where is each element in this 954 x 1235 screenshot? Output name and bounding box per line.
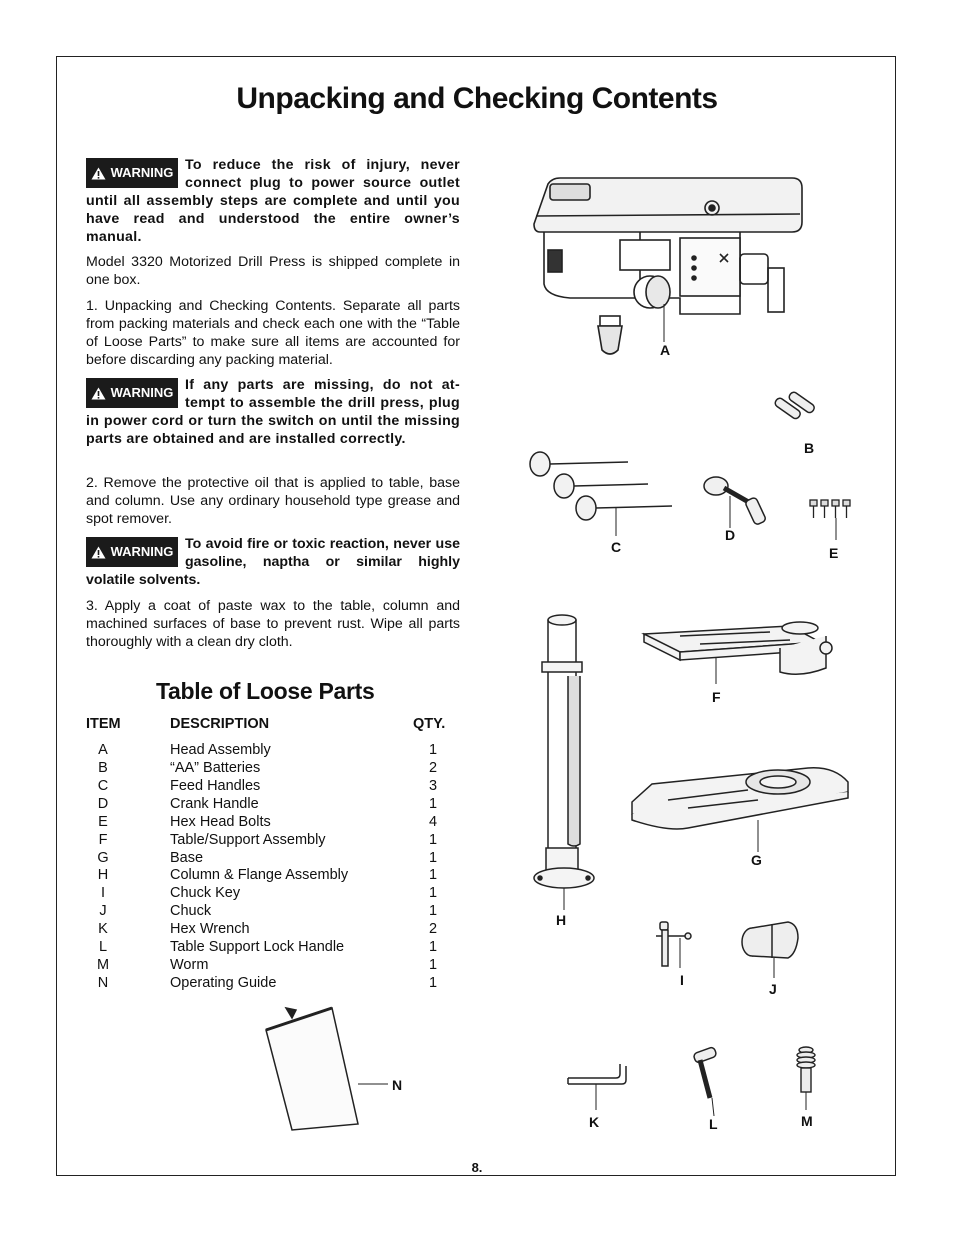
item-cell: B — [98, 760, 108, 776]
table-row — [86, 885, 460, 903]
part-label-j: J — [769, 981, 777, 997]
batteries-illustration — [770, 394, 822, 428]
chuck-illustration — [736, 916, 802, 980]
qty-cell: 3 — [428, 778, 438, 794]
description-cell: Hex Head Bolts — [170, 814, 271, 830]
item-cell: E — [98, 814, 108, 830]
item-cell: I — [100, 885, 106, 901]
hex-head-bolts-illustration — [806, 496, 858, 544]
table-row — [86, 760, 460, 778]
qty-cell: 1 — [428, 957, 438, 973]
qty-cell: 1 — [428, 742, 438, 758]
description-cell: Worm — [170, 957, 209, 973]
item-cell: M — [96, 957, 110, 973]
item-cell: H — [97, 867, 109, 883]
warning-badge — [86, 158, 178, 188]
warning-text: If any parts are missing, do not at-tempt to assemble the drill press, plug in power cord or turn the switch on until the missing parts are obtained and are installed correctly. — [86, 377, 460, 447]
description-cell: Column & Flange Assembly — [170, 867, 349, 883]
worm-illustration — [792, 1046, 822, 1112]
part-label-g: G — [751, 852, 762, 868]
part-label-b: B — [804, 440, 815, 456]
table-title: Table of Loose Parts — [156, 678, 375, 704]
hex-wrench-illustration — [566, 1062, 632, 1114]
description-cell: Chuck Key — [170, 885, 241, 901]
table-row — [86, 814, 460, 832]
item-cell: D — [97, 796, 109, 812]
description-cell: Operating Guide — [170, 975, 277, 991]
intro-paragraph — [86, 253, 460, 289]
part-label-c: C — [611, 539, 622, 555]
part-label-i: I — [680, 972, 684, 988]
table-row — [86, 867, 460, 885]
part-label-d: D — [725, 527, 736, 543]
warning-badge — [86, 378, 178, 408]
feed-handles-illustration — [528, 448, 676, 540]
description-cell: Head Assembly — [170, 742, 271, 758]
warning-text: To avoid fire or toxic reaction, never use gasoline, naptha or similar highly volatile solvents. — [86, 536, 460, 588]
description-cell: Hex Wrench — [170, 921, 250, 937]
column-flange-illustration — [532, 612, 604, 912]
crank-handle-illustration — [700, 472, 776, 528]
table-row — [86, 903, 460, 921]
warning-block-1 — [86, 156, 460, 246]
description-cell: Base — [170, 850, 204, 866]
warning-triangle-icon — [91, 387, 106, 400]
description-cell: Table Support Lock Handle — [170, 939, 345, 955]
warning-label: WARNING — [110, 544, 174, 559]
qty-cell: 4 — [428, 814, 438, 830]
description-cell: Crank Handle — [170, 796, 259, 812]
part-label-f: F — [712, 689, 721, 705]
item-cell: C — [97, 778, 109, 794]
qty-cell: 1 — [428, 903, 438, 919]
warning-triangle-icon — [91, 167, 106, 180]
step-2-paragraph — [86, 474, 460, 528]
table-row — [86, 939, 460, 957]
table-row — [86, 957, 460, 975]
warning-label: WARNING — [110, 385, 174, 400]
qty-cell: 1 — [428, 939, 438, 955]
item-cell: J — [99, 903, 107, 919]
warning-block-3 — [86, 535, 460, 589]
part-label-k: K — [589, 1114, 600, 1130]
qty-cell: 1 — [428, 850, 438, 866]
part-label-n: N — [392, 1077, 403, 1093]
table-row — [86, 850, 460, 868]
paragraph-text: 2. Remove the protective oil that is applied to table, base and column. Use any ordinary household type grease and spot remover. — [86, 475, 460, 527]
column-header-qty: QTY. — [413, 716, 446, 732]
qty-cell: 1 — [428, 796, 438, 812]
page-number: 8. — [471, 1160, 483, 1175]
warning-text: To reduce the risk of injury, never connect plug to power source outlet until all assembly steps are complete and until you have read and understood the entire owner’s manual. — [86, 157, 460, 245]
lock-handle-illustration — [688, 1046, 724, 1118]
description-cell: Chuck — [170, 903, 212, 919]
head-assembly-illustration — [530, 174, 810, 370]
step-1-paragraph — [86, 297, 460, 369]
item-cell: A — [98, 742, 108, 758]
table-row — [86, 921, 460, 939]
warning-label: WARNING — [110, 165, 174, 180]
operating-guide-illustration — [262, 1004, 392, 1134]
paragraph-text: 3. Apply a coat of paste wax to the table, column and machined surfaces of base to prevent rust. Wipe all parts thoroughly with a clean dry cloth. — [86, 598, 460, 650]
qty-cell: 1 — [428, 867, 438, 883]
part-label-h: H — [556, 912, 567, 928]
table-row — [86, 975, 460, 993]
step-3-paragraph — [86, 597, 460, 651]
description-cell: Feed Handles — [170, 778, 261, 794]
table-support-illustration — [640, 618, 836, 694]
item-cell: F — [98, 832, 108, 848]
description-cell: “AA” Batteries — [170, 760, 261, 776]
part-label-l: L — [709, 1116, 718, 1132]
item-cell: G — [97, 850, 109, 866]
table-row — [86, 832, 460, 850]
item-cell: L — [98, 939, 108, 955]
paragraph-text: Model 3320 Motorized Drill Press is shipped complete in one box. — [86, 254, 460, 288]
chuck-key-illustration — [652, 918, 694, 970]
qty-cell: 1 — [428, 975, 438, 991]
item-cell: K — [98, 921, 108, 937]
table-row — [86, 742, 460, 760]
table-row — [86, 796, 460, 814]
description-cell: Table/Support Assembly — [170, 832, 326, 848]
qty-cell: 2 — [428, 921, 438, 937]
base-illustration — [628, 760, 854, 856]
paragraph-text: 1. Unpacking and Checking Contents. Separate all parts from packing materials and check each one with the “Table of Loose Parts” to make sure all items are accounted for before discarding any packing material. — [86, 298, 460, 368]
part-label-m: M — [801, 1113, 813, 1129]
part-label-a: A — [660, 342, 671, 358]
column-header-item: ITEM — [86, 716, 121, 732]
table-row — [86, 778, 460, 796]
qty-cell: 2 — [428, 760, 438, 776]
part-label-e: E — [829, 545, 839, 561]
column-header-description: DESCRIPTION — [170, 716, 270, 732]
warning-badge — [86, 537, 178, 567]
warning-triangle-icon — [91, 546, 106, 559]
page-title: Unpacking and Checking Contents — [236, 82, 718, 115]
qty-cell: 1 — [428, 885, 438, 901]
warning-block-2 — [86, 376, 460, 448]
qty-cell: 1 — [428, 832, 438, 848]
item-cell: N — [97, 975, 109, 991]
